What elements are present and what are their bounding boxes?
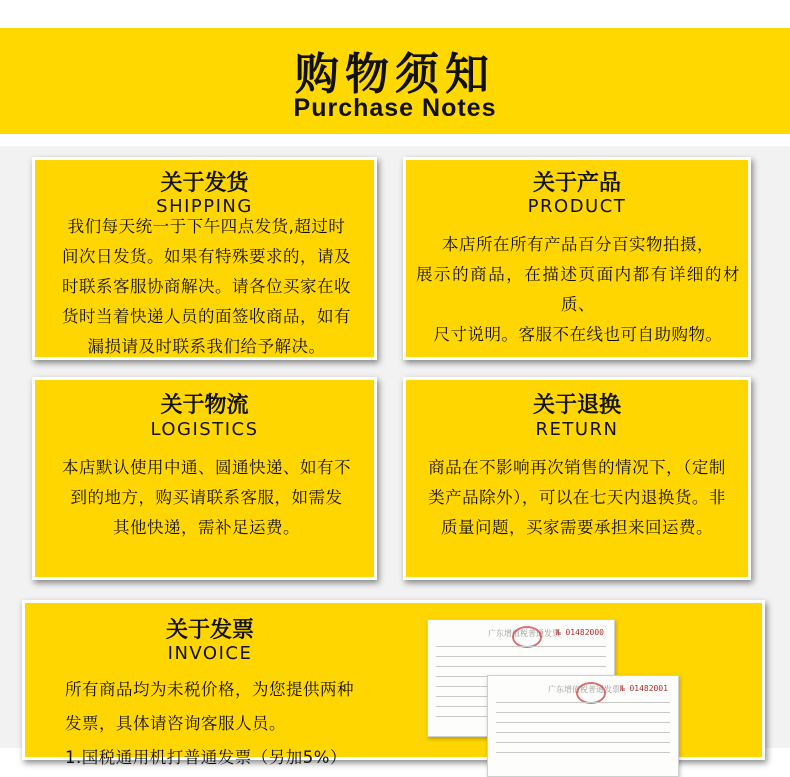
text-line: 时联系客服协商解决。请各位买家在收	[62, 277, 351, 296]
return-subtitle: RETURN	[535, 419, 619, 440]
shipping-title: 关于发货	[160, 171, 249, 196]
page-subtitle: Purchase Notes	[293, 94, 497, 122]
return-title: 关于退换	[532, 393, 621, 418]
red-stamp-icon	[512, 626, 542, 648]
doc-lines	[496, 702, 670, 766]
text-line: 我们每天统一于下午四点发货,超过时	[67, 217, 346, 236]
text-line: 展示的商品，在描述页面内都有详细的材质、	[416, 265, 740, 314]
logistics-title: 关于物流	[160, 393, 249, 418]
text-line: 发票，具体请咨询客服人员。	[65, 714, 286, 733]
purchase-notes-banner	[0, 28, 790, 134]
invoice-sample-image	[487, 675, 679, 777]
return-card	[403, 377, 751, 580]
product-text	[416, 230, 740, 350]
text-line: 货时当着快递人员的面签收商品，如有	[62, 307, 351, 326]
page-title: 购物须知	[295, 49, 495, 100]
logistics-card	[32, 377, 377, 580]
text-line: 本店所在所有产品百分百实物拍摄，	[442, 235, 714, 254]
text-line: 尺寸说明。客服不在线也可自助购物。	[433, 325, 723, 344]
doc-header-mark: 广东增值税普通发票	[488, 629, 560, 638]
top-strip	[0, 0, 790, 28]
text-line: 质量问题，买家需要承担来回运费。	[441, 518, 713, 537]
doc-header-mark: 广东增值税普通发票	[548, 685, 620, 694]
product-title: 关于产品	[532, 171, 621, 196]
doc-number: № 01482000	[555, 628, 604, 637]
text-line: 类产品除外），可以在七天内退换货。非	[428, 488, 726, 507]
invoice-title: 关于发票	[165, 618, 254, 643]
text-line: 本店默认使用中通、圆通快递、如有不	[62, 458, 351, 477]
logistics-text	[53, 453, 360, 543]
product-subtitle: PRODUCT	[527, 196, 627, 217]
shipping-card	[32, 157, 377, 360]
product-card	[403, 157, 751, 360]
text-line: 1.国税通用机打普通发票（另加5%）	[65, 748, 347, 767]
invoice-card	[22, 600, 765, 767]
text-line: 间次日发货。如果有特殊要求的，请及	[62, 247, 351, 266]
shipping-text	[53, 212, 360, 362]
text-line: 商品在不影响再次销售的情况下，（定制	[428, 458, 726, 477]
doc-number: № 01482001	[619, 684, 668, 693]
text-line: 其他快递，需补足运费。	[113, 518, 300, 537]
text-line: 漏损请及时联系我们给予解决。	[87, 337, 326, 356]
red-stamp-icon	[576, 682, 606, 704]
text-line: 到的地方，购买请联系客服，如需发	[70, 488, 343, 507]
text-line: 所有商品均为未税价格，为您提供两种	[65, 680, 354, 699]
shipping-subtitle: SHIPPING	[156, 196, 253, 217]
logistics-subtitle: LOGISTICS	[150, 419, 259, 440]
return-text	[416, 453, 738, 543]
invoice-subtitle: INVOICE	[167, 643, 253, 664]
invoice-text	[65, 673, 395, 775]
